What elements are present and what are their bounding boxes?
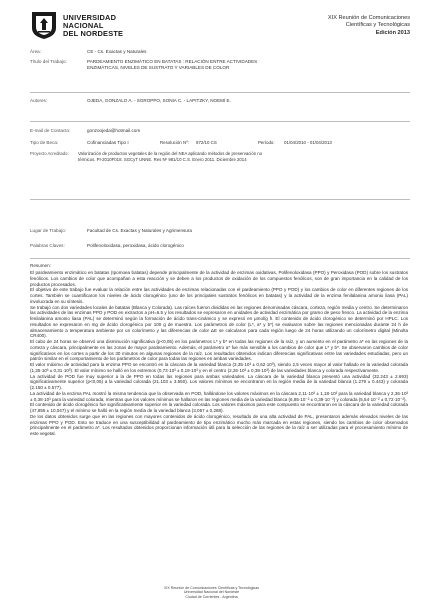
abstract-body <box>30 270 408 437</box>
area-label: Área: <box>30 49 41 54</box>
abstract-heading: Resumen: <box>30 263 51 268</box>
abstract-paragraph: Se trabajó con dos variedades locales de batatas (Blanca y Colorada). Las raíces fueron divididas en las regiones denominadas cáscara, corteza, región media y centro. Se determinaron las actividades de las enzimas PPO y POD en extractos a pH=6.5 y los resultados se expresaron en unidades de actividad enzimática por gramo de peso fresco. La actividad de la enzima fenilalanina amonio liasa (PAL) se determinó según la formación de ácido trans-cinámico y se expresó en μmol/g h. El contenido de ácido clorogénico se determinó por HPLC. Los resultados se expresaron en mg de ácido clorogénico por 100 g de muestra. Los parámetros de color (L*, a* y b*) se evaluaron sobre las regiones mencionadas durante 24 h de almacenamiento a temperatura ambiente por un colorímetro y las diferencias de color ΔE se calcularon para cada región luego de 24 horas utilizando un colorímetro digital (Minolta CR400). <box>30 304 408 339</box>
abstract-paragraph: La actividad de POD fue muy superior a la de PPO en todas las regiones para ambas variedades. La cáscara de la variedad blanca presentó una actividad (32.243 ± 2.693) significativamente superior (p<0,05) a la variedad colorada (21.103 ± 3.550). Los valores mínimos se encontraron en la región media de la variedad blanca (1.279 ± 0.443) y colorada (2.150 ± 0.577). <box>30 373 408 390</box>
periodo-value: 01/04/2010 - 01/04/2013 <box>284 140 332 145</box>
periodo-label: Período: <box>258 140 275 145</box>
authors-label: Autores: <box>30 98 48 103</box>
abstract-paragraph: El objetivo de este trabajo fue evaluar la relación entre las actividades de enzimas relacionadas con el pardeamiento (PPO y POD) y los cambios de color en diferentes regiones de los cortes. También se cuantificaron los niveles de ácido clorogénico (uno de los principales sustratos fenólicos en batatas) y la actividad de la enzima fenilalanina amonio liasa (PAL) involucrada en su síntesis. <box>30 287 408 304</box>
lugar-label: Lugar de Trabajo: <box>30 228 67 233</box>
proyecto-label: Proyecto Acreditado: <box>30 151 69 156</box>
keywords-label: Palabras Claves: <box>30 243 65 248</box>
abstract-paragraph: El contenido de ácido clorogénico fue significativamente superior en la variedad colorada. Los valores máximos para este compuesto se encontraron en la cáscara de la variedad colorada (47,855 ± 10,047) y el mínimo se halló en la región media de la variedad blanca (3,057 ± 0,288). <box>30 402 408 413</box>
abstract-paragraph: De los datos obtenidos surge que en las regiones con mayores contenidos de ácido clorogénico, resultado de una alta actividad de PAL, presentaron además elevados niveles de las enzimas PPO y POD. Esto se traduce en una susceptibilidad al pardeamiento de tipo enzimático mucho más marcada en estas regiones, siendo los cambios de color observados principalmente en el parámetro a*. Los resultados obtenidos proporcionan información útil para la selección de las regiones de la raíz a ser utilizadas para el procesamiento mínimo de este vegetal. <box>30 413 408 436</box>
keywords-value: Polifenoloxidasa, peroxidasa, ácido clorogénico <box>87 243 184 248</box>
lugar-value: Facultad de Cs. Exactas y Naturales y Agrimensura <box>87 228 192 233</box>
divider <box>30 92 410 93</box>
title-value: PARDEAMIENTO ENZIMÁTICO EN BATATAS : RELACIÓN ENTRE ACTIVIDADES ENZIMÁTICAS, NIVELES DE SUSTRATO Y VARIABLES DE COLOR <box>87 59 258 70</box>
email-value: gonzoojeda@hotmail.com <box>87 128 141 133</box>
abstract-paragraph: La actividad de la enzima PAL mostró la misma tendencia que la observada en POD, hallándose los valores máximos en la cáscara 2,11·10³ ± 1,18·10³ para la variedad blanca y 2,36·10³ ± 0,38·10³ para la variedad colorada, mientras que los valores mínimos se hallaron en las regiones media de la variedad blanca (6,85·10⁻² ± 0,39·10⁻²) y colorada (5,54·10⁻² ± 0,72·10⁻²). <box>30 390 408 402</box>
university-logo-icon <box>30 10 58 40</box>
header <box>30 10 410 50</box>
event-title: XIX Reunión de Comunicaciones Científicas y Tecnológicas Edición 2013 <box>327 15 410 36</box>
title-label: Título del Trabajo: <box>30 59 67 64</box>
beca-value: Cofinanciadas Tipo I <box>87 140 129 145</box>
divider <box>30 258 410 259</box>
footer: XIX Reunión de Comunicaciones Científicas y Tecnológicas Universidad Nacional del Nordeste Ciudad de Corrientes - Argentina <box>163 586 260 599</box>
beca-label: Tipo de Beca: <box>30 140 59 145</box>
resolucion-value: 972/10 CS <box>196 140 217 145</box>
divider <box>30 121 410 122</box>
authors-value: OJEDA, GONZALO A. - SGROPPO, SONIA C. - LAPITZKY, NOEMÍ E. <box>87 98 231 103</box>
email-label: E-mail de Contacto: <box>30 128 71 133</box>
resolucion-label: Resolución Nº: <box>160 140 189 145</box>
divider <box>30 199 410 200</box>
abstract-paragraph: El pardeamiento enzimático en batatas (Ipomoea batatas) depende principalmente de la actividad de enzimas oxidativas, Polifenoloxidasa (PPO) y Peroxidasa (POD) sobre los sustratos fenólicos. Los cambios de color que acompañan a esta reacción y se deben a los productos de oxidación de los compuestos fenólicos, son de gran importancia en la calidad de los productos procesados. <box>30 270 408 287</box>
abstract-paragraph: El cabo de 24 horas se observó una disminución significativa (p<0,05) en los parámetros L* y b* en todas las regiones de la raíz, y un aumento en el parámetro a* en las regiones de la corteza y cáscara, principalmente en las zonas de mayor pardeamiento. Además, el parámetro a* fue más sensible a los cambios de color que L* y b*. Se observaron cambios de color significativos en los cortes a partir de los 30 minutos en algunas regiones de la raíz. Los resultados obtenidos indican diferencias significativas entre las variedades estudiadas, pero un patrón similar en el comportamiento de los parámetros de color para todas las regiones en ambas variedades. <box>30 339 408 362</box>
area-value: CE - Cs. Exactas y Naturales <box>87 49 147 54</box>
abstract-paragraph: El valor máximo de actividad para la enzima PPO se encontró en la cáscara de la variedad blanca (3,35·10³ ± 0,62·10³), siendo 2,5 veces mayor al valor hallado en la variedad colorada (1,35·10³ ± 0,31·10³). El valor mínimo se halló en los extremos (0,73·10³ ± 0,19·10³ y en el centro (2,26·10³ ± 0,38·10³) de las variedades blanca y colorada respectivamente. <box>30 362 408 373</box>
proyecto-value: Valorización de productos vegetales de la región del NEA aplicando métodos de preservación no térmicos. PI-2010F018. SGCyT UNNE. Res Nº 981/10 C.S. Enero 2011. Diciembre 2014 <box>78 151 263 162</box>
university-name: UNIVERSIDAD NACIONAL DEL NORDESTE <box>63 13 124 39</box>
